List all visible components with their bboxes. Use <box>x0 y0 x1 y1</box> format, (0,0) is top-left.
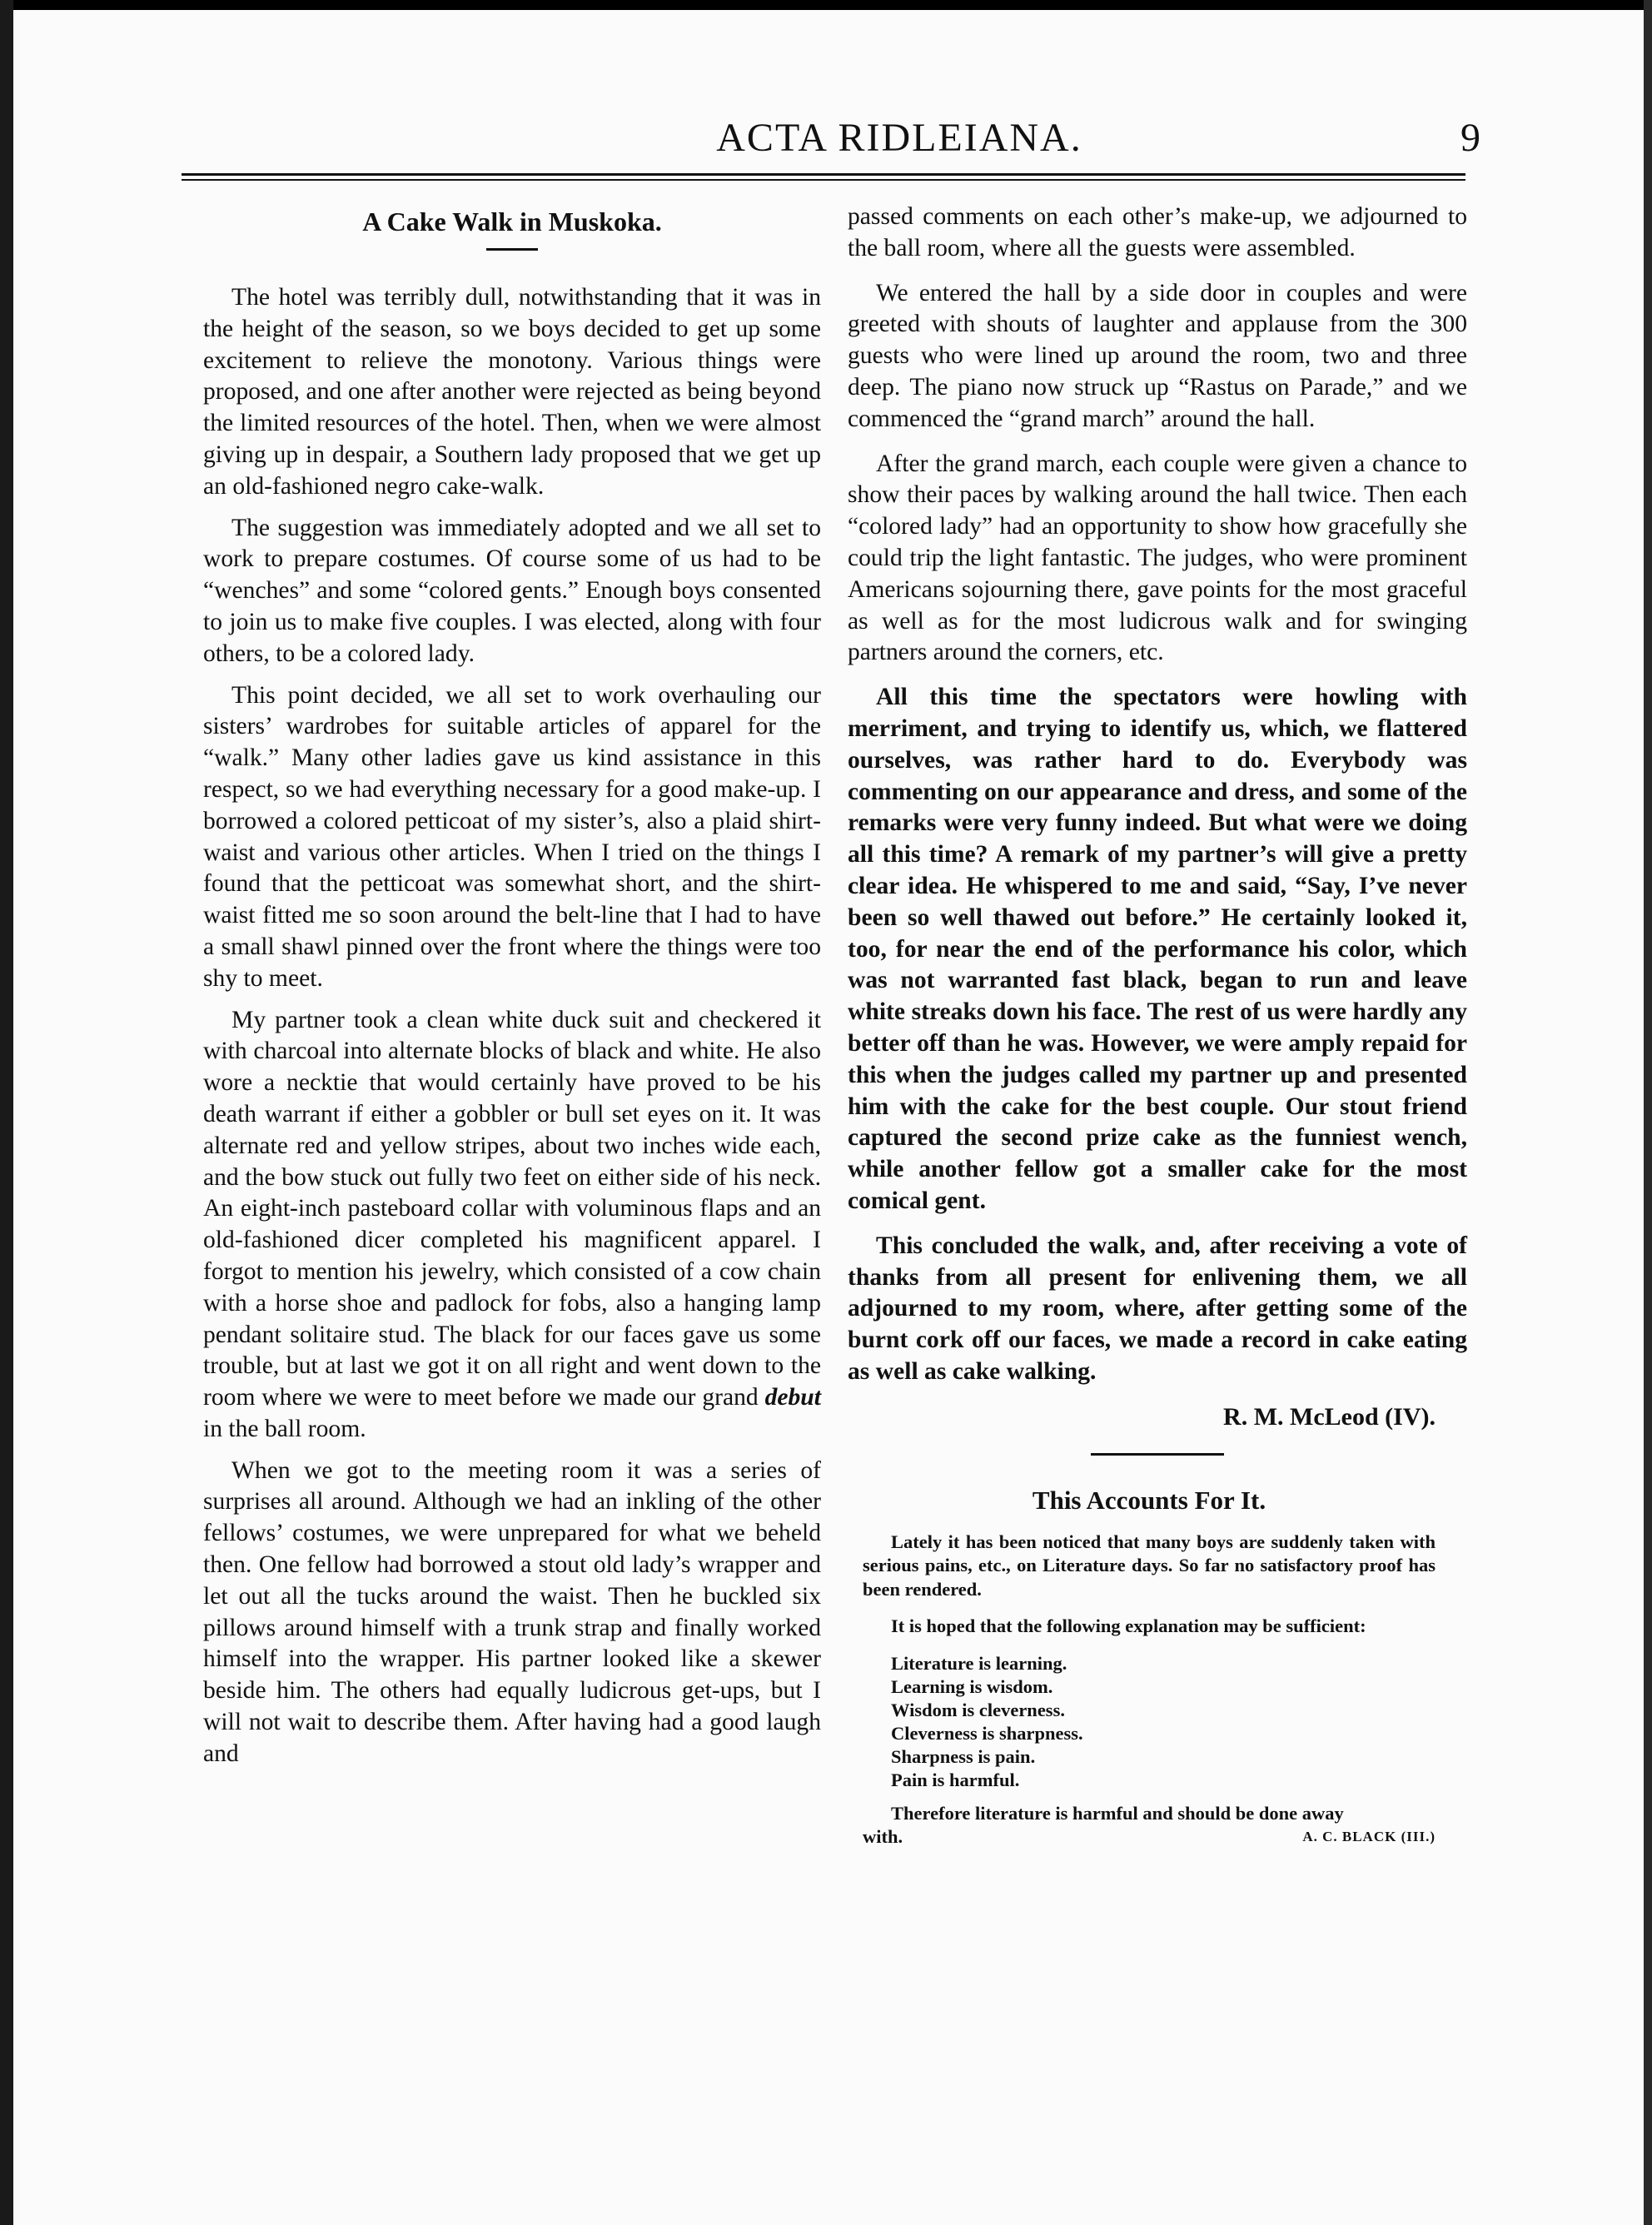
paragraph: Lately it has been noticed that many boys are suddenly taken with serious pains, etc., on Literature days. So far no satisfactory proof has been rendered. <box>863 1531 1436 1600</box>
paragraph: The hotel was terribly dull, notwithstanding that it was in the height of the season, so we boys decided to get up some excitement to relieve the monotony. Various things were proposed, and one after another were rejected as being beyond the limited resources of the hotel. Then, when we were almost giving up in despair, a Southern lady proposed that we get up an old-fashioned negro cake-walk. <box>203 284 821 500</box>
paragraph: The suggestion was immediately adopted and we all set to work to prepare costumes. Of course some of us had to be “wenches” and some “colored gents.” Enough boys consented to join us to make five couples. I was elected, along with four others, to be a colored lady. <box>203 514 821 667</box>
syllogism-line: Literature is learning. <box>891 1652 1067 1674</box>
paragraph: This concluded the walk, and, after receiving a vote of thanks from all present for enlivening them, we all adjourned to my room, where, after getting some of the burnt cork off our faces, we made a record in cake eating as well as cake walking. <box>848 1232 1467 1385</box>
conclusion-end-line <box>863 1825 1436 1849</box>
header-rule <box>182 173 1465 176</box>
conclusion: Therefore literature is harmful and should be done away <box>891 1802 1344 1824</box>
scan-top-border <box>0 0 1652 10</box>
article-signature: A. C. BLACK (III.) <box>1302 1828 1436 1844</box>
paragraph: It is hoped that the following explanation may be sufficient: <box>891 1615 1366 1637</box>
paragraph: This point decided, we all set to work overhauling our sisters’ wardrobes for suitable articles of apparel for the “walk.” Many other ladies gave us kind assistance in this respect, so we had everything necessary for a good make-up. I borrowed a colored petticoat of my sister’s, also a plaid shirt-waist and various other articles. When I tried on the things I found that the petticoat was somewhat short, and the shirt-waist fitted me so soon around the belt-line that I had to have a small shawl pinned over the front where the things were too shy to meet. <box>203 681 821 992</box>
syllogism-line: Learning is wisdom. <box>891 1675 1053 1697</box>
syllogism-lines <box>891 1652 1436 1792</box>
right-column <box>848 202 1467 1849</box>
paragraph: All this time the spectators were howling with merriment, and trying to identify us, which, we flattered ourselves, was rather hard to do. Everybody was commenting on our appearance and dress, and some of the remarks were very funny indeed. But what were we doing all this time? A remark of my partner’s will give a pretty clear idea. He whispered to me and said, “Say, I’ve never been so well thawed out before.” He certainly looked it, too, for near the end of the performance his color, which was not warranted fast black, began to run and leave white streaks down his face. The rest of us were hardly any better off than he was. However, we were amply repaid for this when the judges called my partner up and presented him with the cake for the best couple. Our stout friend captured the second prize cake as the funniest wench, while another fellow got a smaller cake for the most comical gent. <box>848 684 1467 1214</box>
syllogism-line: Sharpness is pain. <box>891 1745 1036 1767</box>
title-dash <box>486 248 538 251</box>
paragraph-text: My partner took a clean white duck suit and checkered it with charcoal into alternate blocks of black and white. He also wore a necktie that would certainly have proved to be his death warrant if either a gobbler or bull set eyes on it. It was alternate red and yellow stripes, about two inches wide each, and the bow stuck out fully two feet on either side of his neck. An eight-inch pasteboard collar with voluminous flaps and an old-fashioned dicer completed his magnificent apparel. I forgot to mention his jewelry, which consisted of a cow chain with a horse shoe and padlock for fobs, also a hanging lamp pendant solitaire stud. The black for our faces gave us some trouble, but at last we got it on all right and went down to the room where we were to meet before we made our grand <box>203 1006 821 1411</box>
running-title: ACTA RIDLEIANA. <box>716 116 1082 160</box>
article-title: This Accounts For It. <box>1032 1485 1266 1515</box>
second-article <box>863 1484 1436 1849</box>
article-signature: R. M. McLeod (IV). <box>1223 1402 1436 1431</box>
header-rule-thin <box>182 179 1465 181</box>
left-column <box>203 202 821 1780</box>
article-separator <box>1091 1453 1224 1456</box>
paragraph: When we got to the meeting room it was a series of surprises all around. Although we had an inkling of the other fellows’ costumes, we were unprepared for what we beheld then. One fellow had borrowed a stout old lady’s wrapper and let out all the tucks around the waist. Then he buckled six pillows around himself with a trunk strap and finally worked himself into the wrapper. His partner looked like a skewer beside him. The others had equally ludicrous get-ups, but I will not wait to describe them. After having had a good laugh and <box>203 1456 821 1767</box>
conclusion-end: with. <box>863 1825 903 1847</box>
scan-right-border <box>1644 0 1652 2225</box>
paragraph: passed comments on each other’s make-up, we adjourned to the ball room, where all the guests were assembled. <box>848 203 1467 261</box>
syllogism-line: Cleverness is sharpness. <box>891 1722 1083 1744</box>
page-number: 9 <box>1460 116 1480 160</box>
syllogism-line: Wisdom is cleverness. <box>891 1699 1065 1720</box>
scan-left-border <box>0 0 13 2225</box>
debut-word: debut <box>764 1384 821 1411</box>
syllogism-line: Pain is harmful. <box>891 1769 1020 1790</box>
paragraph: After the grand march, each couple were given a chance to show their paces by walking around the hall twice. Then each “colored lady” had an opportunity to show how gracefully she could trip the light fantastic. The judges, who were prominent Americans sojourning there, gave points for the most graceful as well as for the most ludicrous walk and for swinging partners around the corners, etc. <box>848 450 1467 666</box>
paragraph-tail: in the ball room. <box>203 1415 366 1442</box>
paragraph <box>203 1005 821 1446</box>
article-title: A Cake Walk in Muskoka. <box>362 207 662 236</box>
paragraph: We entered the hall by a side door in couples and were greeted with shouts of laughter and applause from the 300 guests who were lined up around the room, two and three deep. The piano now struck up “Rastus on Parade,” and we commenced the “grand march” around the hall. <box>848 279 1467 432</box>
bold-section <box>848 682 1467 1388</box>
